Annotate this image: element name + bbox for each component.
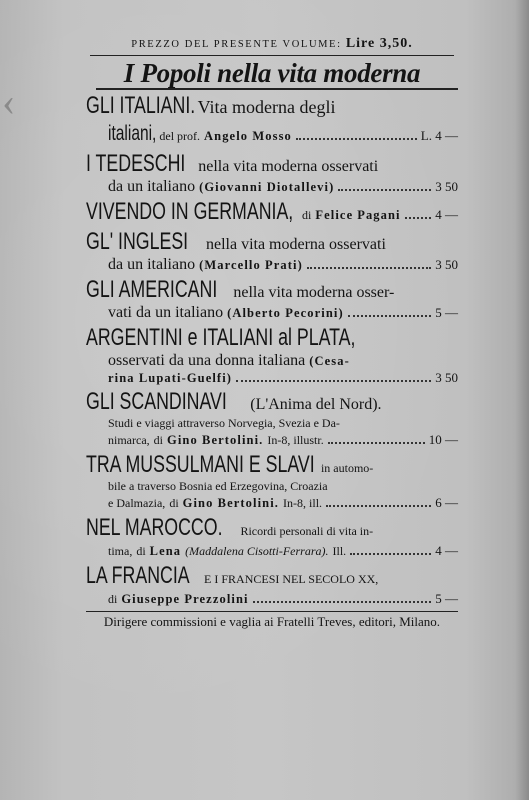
publisher-footer: Dirigere commissioni e vaglia ai Fratelli Treves, editori, Milano. xyxy=(86,611,458,630)
book-format: In-8, ill. xyxy=(283,496,323,510)
dot-leader xyxy=(326,505,431,507)
advertisement xyxy=(86,36,458,630)
book-desc: italiani, xyxy=(108,122,157,145)
book-by: di xyxy=(302,208,312,222)
book-entry xyxy=(86,388,458,449)
book-by: di xyxy=(169,496,179,510)
book-entry xyxy=(86,276,458,322)
book-price: 3 50 xyxy=(435,257,458,272)
dot-leader xyxy=(296,138,417,140)
dot-leader xyxy=(307,267,431,269)
top-rule xyxy=(90,55,454,56)
book-title: ARGENTINI e ITALIANI al PLATA, xyxy=(86,324,356,351)
book-author: Gino Bertolini. xyxy=(182,496,280,510)
book-title: GLI ITALIANI. xyxy=(86,92,196,119)
book-author: Gino Bertolini. xyxy=(167,433,264,447)
book-entry xyxy=(86,198,458,226)
price-value: Lire 3,50. xyxy=(345,36,413,51)
book-price: 4 — xyxy=(435,207,458,222)
book-title: GLI AMERICANI xyxy=(86,276,218,303)
book-title: I TEDESCHI xyxy=(86,150,186,177)
dot-leader xyxy=(338,189,431,191)
series-title: I Popoli nella vita moderna xyxy=(123,58,421,88)
dot-leader xyxy=(253,601,432,603)
book-author: (Alberto Pecorini) xyxy=(227,306,344,320)
book-title: TRA MUSSULMANI E SLAVI xyxy=(86,451,315,478)
book-entry xyxy=(86,562,458,608)
book-desc: vati da un italiano xyxy=(108,304,224,321)
book-entry xyxy=(86,92,458,148)
book-desc: in automo- xyxy=(320,461,374,475)
book-desc: Studi e viaggi attraverso Norvegia, Svezia e Da- xyxy=(108,416,340,430)
book-desc: nella vita moderna osservati xyxy=(198,158,379,175)
dot-leader xyxy=(350,553,431,555)
book-author: (Cesa- xyxy=(309,354,350,368)
book-by: di xyxy=(153,433,163,447)
book-format: Ill. xyxy=(332,544,347,558)
series-rule xyxy=(96,88,458,90)
book-by: del prof. xyxy=(159,129,201,143)
book-author: Lena xyxy=(149,544,182,558)
book-author: Pagani xyxy=(357,208,401,222)
book-desc: Vita moderna degli xyxy=(197,97,336,117)
book-entry xyxy=(86,514,458,560)
book-desc: bile a traverso Bosnia ed Erzegovina, Croazia xyxy=(108,479,328,493)
book-price: 5 — xyxy=(435,591,458,606)
book-price: L. 4 — xyxy=(420,128,458,143)
book-entry xyxy=(86,451,458,512)
book-author: Angelo Mosso xyxy=(204,129,292,143)
book-by: di xyxy=(108,592,118,606)
book-author: rina Lupati-Guelfi) xyxy=(108,371,233,385)
book-desc: Ricordi personali di vita in- xyxy=(240,524,374,538)
book-title: NEL MAROCCO. xyxy=(86,514,223,541)
book-desc: osservati da una donna italiana xyxy=(108,352,306,369)
book-price: 10 — xyxy=(428,432,458,447)
book-desc: da un italiano xyxy=(108,178,196,195)
dot-leader xyxy=(405,217,432,219)
book-title: GL' INGLESI xyxy=(86,228,189,255)
book-title: LA FRANCIA xyxy=(86,562,190,589)
book-author-full: (Maddalena Cisotti-Ferrara). xyxy=(185,544,329,558)
book-desc: da un italiano xyxy=(108,256,196,273)
book-title: VIVENDO IN GERMANIA, xyxy=(86,198,294,225)
dot-leader xyxy=(348,315,432,317)
book-price: 3 50 xyxy=(435,179,458,194)
book-title: GLI SCANDINAVI xyxy=(86,388,227,415)
book-price: 5 — xyxy=(435,305,458,320)
book-desc: nella vita moderna osservati xyxy=(205,236,386,253)
book-price: 3 50 xyxy=(435,370,458,385)
book-author: (Marcello Prati) xyxy=(199,258,303,272)
book-entry xyxy=(86,324,458,386)
book-desc: (L'Anima del Nord). xyxy=(250,396,382,413)
price-line xyxy=(86,36,458,52)
book-price: 4 — xyxy=(435,543,458,558)
dot-leader xyxy=(236,380,431,382)
page-mark: ‹ xyxy=(2,79,16,124)
book-entry xyxy=(86,150,458,196)
book-price: 6 — xyxy=(435,495,458,510)
book-desc: E I FRANCESI NEL SECOLO XX, xyxy=(204,572,379,586)
book-desc: nella vita moderna osser- xyxy=(233,284,395,301)
book-desc: nimarca, xyxy=(108,433,150,447)
book-entry xyxy=(86,228,458,274)
book-by: di xyxy=(136,544,146,558)
price-label: PREZZO DEL PRESENTE VOLUME: xyxy=(131,39,342,50)
book-desc: tima, xyxy=(108,544,133,558)
book-author: Giuseppe Prezzolini xyxy=(121,592,249,606)
book-author: Felice xyxy=(315,208,354,222)
dot-leader xyxy=(328,442,425,444)
book-desc: e Dalmazia, xyxy=(108,496,166,510)
book-format: In-8, illustr. xyxy=(267,433,324,447)
page-edge-shadow xyxy=(515,0,529,800)
book-author: (Giovanni Diotallevi) xyxy=(199,180,335,194)
